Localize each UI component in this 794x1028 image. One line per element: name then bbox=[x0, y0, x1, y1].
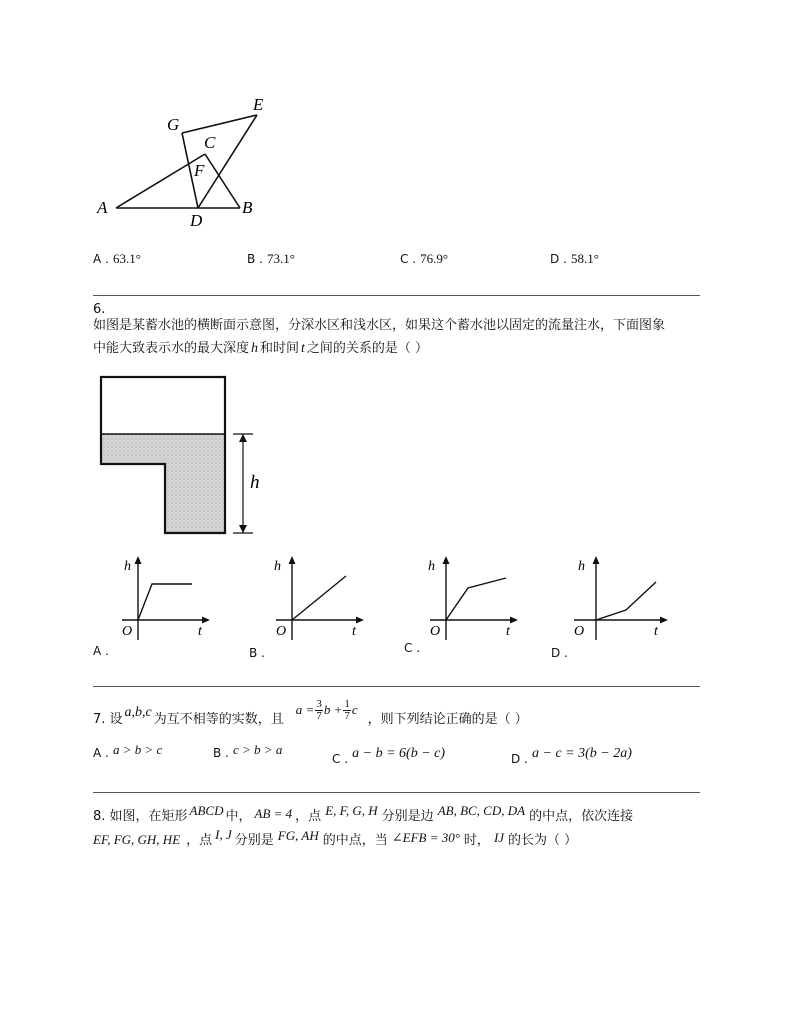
option-letter: C . bbox=[332, 752, 349, 766]
q6-var-t: t bbox=[301, 341, 305, 356]
q7-option-a[interactable] bbox=[93, 742, 163, 762]
q7-eq-c: c bbox=[351, 702, 358, 717]
option-letter: D . bbox=[550, 252, 567, 266]
q6-figure-h-label: h bbox=[250, 472, 260, 493]
q6-text-line2 bbox=[93, 341, 428, 357]
q8-text: 的长为（ ） bbox=[508, 833, 578, 848]
option-letter: B . bbox=[247, 252, 263, 266]
q8-math: ∠EFB = 30° bbox=[391, 830, 460, 845]
q8-text: ，点 bbox=[295, 809, 322, 824]
q8-line2 bbox=[93, 827, 578, 851]
q8-math: AB, BC, CD, DA bbox=[437, 803, 526, 818]
q7-frac1-num: 3 bbox=[316, 697, 322, 710]
q5-point-F: F bbox=[194, 161, 205, 180]
axis-t-label: t bbox=[198, 624, 202, 639]
q6-option-d[interactable]: D . bbox=[551, 646, 568, 660]
q8-math: ABCD bbox=[189, 803, 224, 818]
q6-graph-b[interactable] bbox=[266, 552, 376, 642]
q6-number: 6. bbox=[93, 302, 106, 317]
axis-h-label: h bbox=[428, 559, 435, 574]
q8-math: EF, FG, GH, HE bbox=[93, 832, 181, 847]
q6-text-c: 之间的关系的是（ ） bbox=[306, 341, 429, 356]
q8-math: E, F, G, H bbox=[325, 803, 378, 818]
option-value: 58.1° bbox=[571, 251, 599, 266]
q5-geometry-figure bbox=[90, 90, 280, 230]
q6-text-a: 中能大致表示水的最大深度 bbox=[93, 341, 250, 356]
q6-graph-d[interactable] bbox=[570, 552, 680, 642]
q6-var-h: h bbox=[251, 341, 259, 356]
q8-math: FG, AH bbox=[277, 828, 319, 843]
q7-equation bbox=[296, 698, 358, 722]
q8-text: ，点 bbox=[186, 833, 213, 848]
option-letter: D . bbox=[511, 752, 528, 766]
q8-math: I, J bbox=[215, 827, 232, 842]
q8-math: IJ bbox=[493, 830, 505, 845]
q7-option-c[interactable] bbox=[332, 745, 446, 766]
q6-option-b[interactable]: B . bbox=[249, 646, 265, 660]
q5-option-d[interactable] bbox=[550, 251, 599, 268]
q5-option-b[interactable] bbox=[247, 251, 295, 268]
q7-frac2-den: 7 bbox=[344, 709, 350, 722]
divider bbox=[93, 295, 700, 296]
q5-point-D: D bbox=[190, 211, 203, 230]
option-letter: C . bbox=[400, 252, 417, 266]
divider bbox=[93, 792, 700, 793]
q5-option-a[interactable] bbox=[93, 251, 141, 268]
q7-frac1-den: 7 bbox=[316, 709, 322, 722]
q5-point-G: G bbox=[167, 115, 180, 134]
q6-reservoir-figure bbox=[95, 370, 275, 540]
q5-point-A: A bbox=[97, 198, 108, 217]
origin-label: O bbox=[276, 624, 287, 639]
q5-point-E: E bbox=[253, 95, 264, 114]
option-value: a − c = 3(b − 2a) bbox=[532, 746, 632, 761]
q6-graph-c[interactable] bbox=[420, 552, 530, 642]
q6-option-a[interactable]: A . bbox=[93, 644, 109, 658]
q5-option-c[interactable] bbox=[400, 251, 448, 268]
axis-t-label: t bbox=[352, 624, 356, 639]
q8-math: AB = 4 bbox=[254, 806, 293, 821]
q8-line1 bbox=[93, 803, 634, 827]
q6-graph-a[interactable] bbox=[112, 552, 222, 642]
q8-text: 分别是 bbox=[234, 833, 274, 848]
option-value: 73.1° bbox=[267, 251, 295, 266]
axis-h-label: h bbox=[274, 559, 281, 574]
option-value: c > b > a bbox=[233, 742, 283, 757]
axis-h-label: h bbox=[578, 559, 585, 574]
q8-text: 8. 如图，在矩形 bbox=[93, 809, 188, 824]
q6-option-c[interactable]: C . bbox=[404, 641, 421, 655]
q6-text-line1: 如图是某蓄水池的横断面示意图，分深水区和浅水区，如果这个蓄水池以固定的流量注水，下面图象 bbox=[93, 318, 666, 333]
q7-eq-lhs: a = bbox=[295, 702, 315, 717]
option-value: a − b = 6(b − c) bbox=[352, 746, 446, 761]
q7-eq-b: b + bbox=[323, 702, 343, 717]
option-value: a > b > c bbox=[112, 742, 163, 757]
axis-t-label: t bbox=[506, 624, 510, 639]
q8-text: 的中点，当 bbox=[322, 833, 388, 848]
q8-text: 分别是边 bbox=[381, 809, 434, 824]
q5-point-B: B bbox=[242, 198, 253, 217]
q8-text: 的中点，依次连接 bbox=[529, 809, 634, 824]
option-letter: A . bbox=[93, 746, 109, 760]
origin-label: O bbox=[122, 624, 133, 639]
axis-t-label: t bbox=[654, 624, 658, 639]
q7-option-d[interactable] bbox=[511, 745, 632, 766]
q8-text: 时， bbox=[463, 833, 490, 848]
option-letter: B . bbox=[213, 746, 229, 760]
q7-fraction-2 bbox=[343, 699, 351, 722]
q7-fraction-1 bbox=[315, 699, 323, 722]
divider bbox=[93, 686, 700, 687]
q5-point-C: C bbox=[204, 133, 216, 152]
q7-prefix: 7. 设 bbox=[93, 712, 123, 727]
q7-stem bbox=[93, 697, 528, 732]
q7-suffix: ，则下列结论正确的是（ ） bbox=[367, 712, 528, 727]
origin-label: O bbox=[430, 624, 441, 639]
option-value: 63.1° bbox=[112, 251, 141, 266]
option-letter: A . bbox=[93, 252, 109, 266]
q7-vars: a,b,c bbox=[124, 705, 152, 720]
q8-text: 中， bbox=[225, 809, 252, 824]
q7-mid: 为互不相等的实数，且 bbox=[153, 712, 284, 727]
q6-text-b: 和时间 bbox=[260, 341, 300, 356]
axis-h-label: h bbox=[124, 559, 131, 574]
q7-option-b[interactable] bbox=[213, 742, 283, 762]
q7-frac2-num: 1 bbox=[344, 697, 350, 710]
option-value: 76.9° bbox=[420, 251, 449, 266]
origin-label: O bbox=[574, 624, 585, 639]
